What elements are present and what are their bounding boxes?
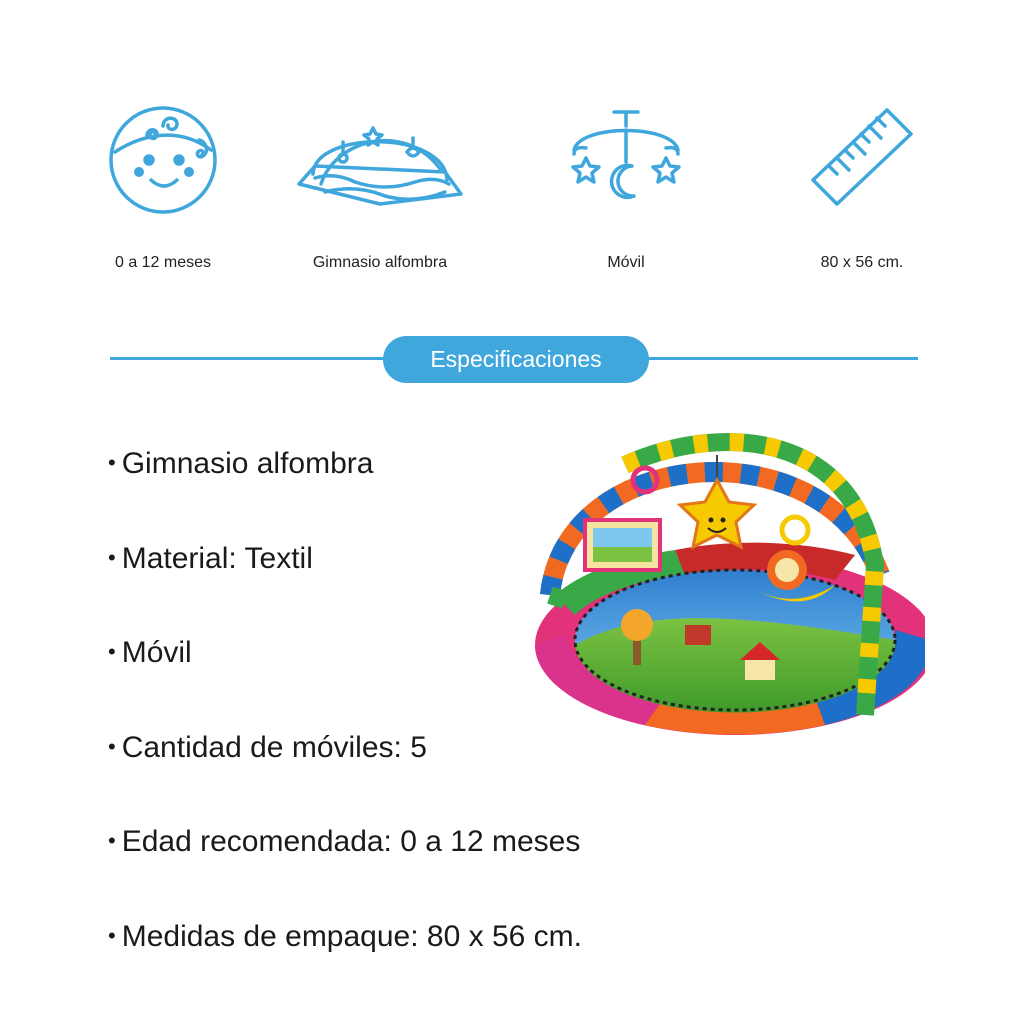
feature-label-age: 0 a 12 meses [114,254,212,271]
feature-size [752,100,972,271]
feature-mobile [516,100,736,271]
spec-list [108,440,582,1007]
feature-label-gym: Gimnasio alfombra [312,254,448,271]
ruler-icon [807,104,917,214]
spec-item: • Material: Textil [108,541,313,575]
spec-item: • Cantidad de móviles: 5 [108,730,427,764]
feature-age [53,100,273,271]
spec-item: • Móvil [108,636,192,669]
section-title: Especificaciones [383,336,649,383]
divider-left [110,357,390,360]
hanging-mobile-icon [566,108,686,208]
divider-right [640,357,918,360]
baby-face-icon [103,100,223,220]
spec-item: • Medidas de empaque: 80 x 56 cm. [108,919,582,953]
feature-gym [270,100,490,271]
spec-item: • Gimnasio alfombra [108,447,374,480]
feature-label-mobile: Móvil [607,254,645,271]
feature-label-size: 80 x 56 cm. [820,254,904,271]
spec-item: • Edad recomendada: 0 a 12 meses [108,825,581,858]
product-photo-play-gym [525,425,925,745]
play-gym-dome-icon [295,110,465,210]
